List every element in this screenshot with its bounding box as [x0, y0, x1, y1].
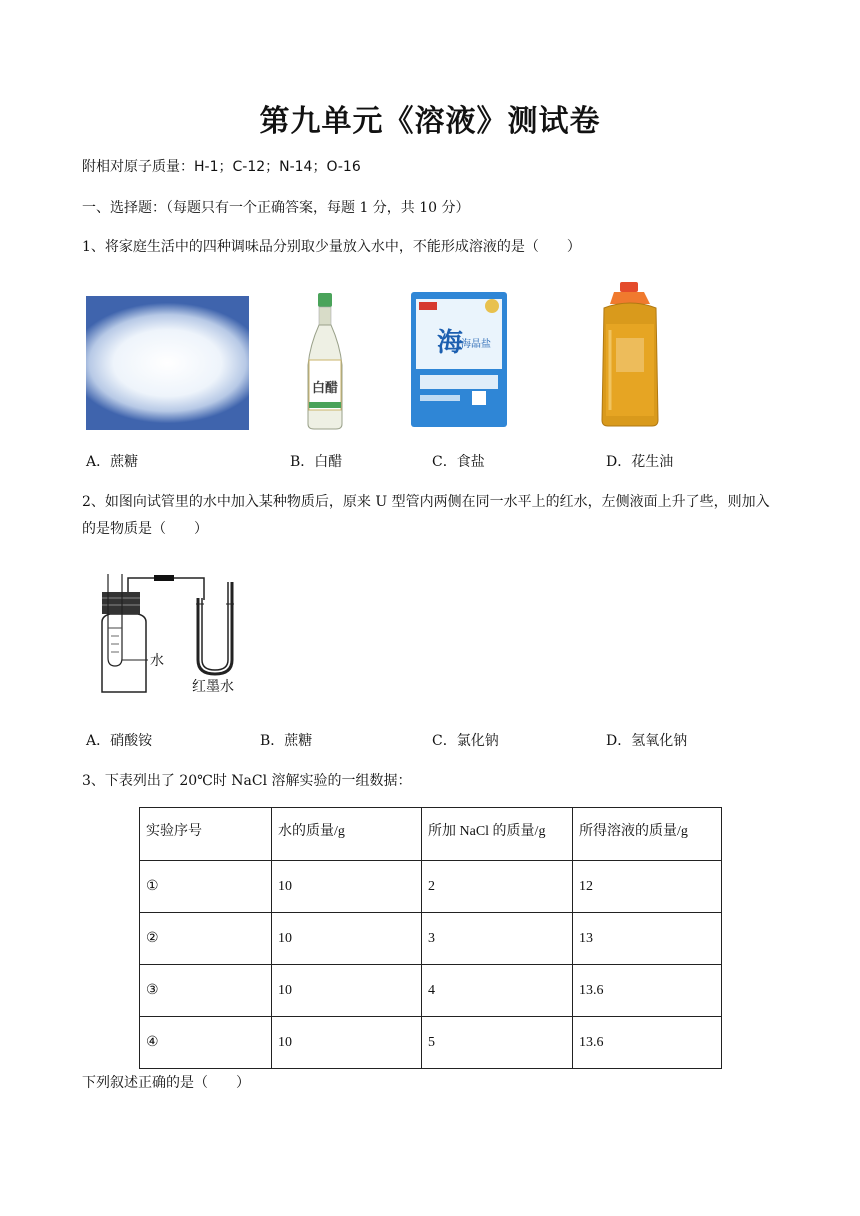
- table-cell: 10: [272, 913, 422, 965]
- table-row: [140, 861, 722, 913]
- q2-option-b: B．蔗糖: [260, 733, 313, 749]
- table-cell: 13.6: [573, 1017, 722, 1069]
- q2-option-a: A．硝酸铵: [86, 733, 153, 749]
- q1-option-c: C．食盐: [432, 454, 485, 470]
- q1-option-b: B．白醋: [290, 454, 343, 470]
- svg-text:海: 海: [436, 328, 464, 358]
- u-tube-apparatus-diagram: [90, 570, 250, 698]
- question-3-prompt: 下列叙述正确的是（ ）: [82, 1075, 250, 1091]
- label-red-ink: 红墨水: [192, 679, 234, 695]
- table-cell: 5: [422, 1017, 573, 1069]
- question-1-stem: 1、将家庭生活中的四种调味品分别取少量放入水中，不能形成溶液的是（ ）: [82, 239, 581, 255]
- table-row: [140, 965, 722, 1017]
- table-row: [140, 1017, 722, 1069]
- q2-option-d: D．氢氧化钠: [606, 733, 688, 749]
- table-header: 水的质量/g: [272, 808, 422, 861]
- table-cell: 2: [422, 861, 573, 913]
- table-cell: 10: [272, 1017, 422, 1069]
- nacl-data-table: [139, 807, 722, 1069]
- table-cell: 3: [422, 913, 573, 965]
- section-heading: 一、选择题：（每题只有一个正确答案，每题 1 分，共 10 分）: [82, 200, 470, 216]
- table-header: 实验序号: [140, 808, 272, 861]
- table-cell: ②: [140, 913, 272, 965]
- table-cell: ①: [140, 861, 272, 913]
- salt-bag-image: [410, 291, 508, 428]
- table-cell: 10: [272, 861, 422, 913]
- salt-label: 海晶盐: [461, 339, 491, 350]
- sugar-image: [86, 296, 249, 430]
- page-title: 第九单元《溶液》测试卷: [259, 104, 601, 139]
- table-cell: 10: [272, 965, 422, 1017]
- vinegar-label: 白醋: [311, 381, 339, 396]
- peanut-oil-bottle-image: [594, 280, 666, 430]
- q2-option-c: C．氯化钠: [432, 733, 499, 749]
- question-2-stem: 2、如图向试管里的水中加入某种物质后，原来 U 型管内两侧在同一水平上的红水，左侧液面上升了些，则加入的是物质是（ ）: [82, 494, 770, 537]
- atomic-mass-note: 附相对原子质量：H-1；C-12；N-14；O-16: [82, 159, 361, 175]
- label-water: 水: [150, 653, 164, 669]
- vinegar-bottle-image: [300, 290, 350, 430]
- table-header-row: [140, 808, 722, 861]
- table-cell: ③: [140, 965, 272, 1017]
- q1-option-d: D．花生油: [606, 454, 674, 470]
- q1-option-a: A．蔗糖: [86, 454, 139, 470]
- table-cell: 4: [422, 965, 573, 1017]
- table-cell: 13.6: [573, 965, 722, 1017]
- table-header: 所得溶液的质量/g: [573, 808, 722, 861]
- question-3-stem: 3、下表列出了 20℃时 NaCl 溶解实验的一组数据：: [82, 773, 412, 789]
- table-cell: ④: [140, 1017, 272, 1069]
- table-header: 所加 NaCl 的质量/g: [422, 808, 573, 861]
- table-cell: 13: [573, 913, 722, 965]
- table-cell: 12: [573, 861, 722, 913]
- table-row: [140, 913, 722, 965]
